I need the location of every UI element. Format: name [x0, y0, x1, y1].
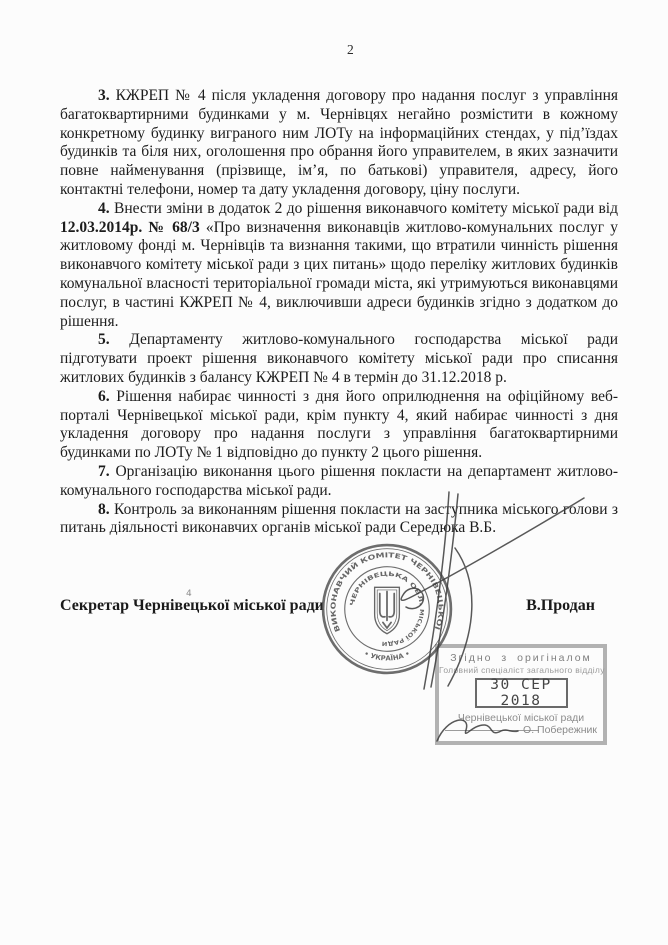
tryzub-emblem	[375, 587, 400, 633]
paragraph-number: 5.	[98, 331, 130, 349]
stamp-signer-name: О. Побережник	[523, 724, 597, 736]
paragraph	[60, 388, 618, 463]
paragraph-number: 7.	[98, 462, 116, 480]
paragraph	[60, 200, 618, 332]
date-stamp: 30 СЕР 2018	[475, 678, 568, 708]
signatory-title: Секретар Чернівецької міської ради	[60, 597, 324, 614]
paragraph-text: Департаменту житлово-комунального господарства міської ради підготувати проект рішення виконавчого комітету міської ради про списання житлових будинків з балансу КЖРЕП № 4 в термін до 31.12.2018 р.	[60, 331, 618, 386]
paragraph-text: «Про визначення виконавців житлово-комунальних послуг у житловому фонді м. Чернівців та визнання такими, що втратили чинність рішення виконавчого комітету міської ради з цих питань» щодо переліку житлових будинків комунальної власності територіальної громади міста, які утримуються виконавцями послуг, в частині КЖРЕП № 4, виключивши адреси будинків згідно з додатком до рішення.	[60, 218, 618, 330]
certification-stamp	[435, 644, 607, 745]
paragraph	[60, 501, 618, 539]
document-body	[60, 87, 618, 538]
paragraph-text: Рішення набирає чинності з дня його оприлюднення на офіційному веб-порталі Чернівецької міської ради, крім пункту 4, який набирає чинності з дня укладення договору про надання послуги з управління багатоквартирними будинками по ЛОТу № 1 відповідно до пункту 2 цього рішення.	[60, 387, 619, 462]
paragraph	[60, 463, 618, 501]
page-number: 2	[347, 42, 354, 57]
stray-pen-mark: 4	[186, 589, 192, 599]
stamp-organization: Чернівецької міської ради	[457, 712, 585, 724]
paragraph-number: 6.	[98, 387, 117, 405]
paragraph-number: 8.	[98, 500, 114, 518]
stamp-position: Головний спеціаліст загального відділу	[439, 665, 605, 675]
seal-inner-top-text: ЧЕРНІВЕЦЬКА ОБЛ.	[349, 570, 425, 607]
paragraph	[60, 87, 618, 200]
paragraph-number: 3.	[98, 87, 116, 104]
seal-inner-right-text: МІСЬКОЇ РАДИ	[382, 608, 425, 647]
seal-outer-bottom-text: • УКРАЇНА •	[362, 649, 412, 663]
paragraph	[60, 331, 618, 387]
official-round-seal	[320, 542, 454, 676]
stamp-title: Згідно з оригіналом	[450, 652, 592, 664]
paragraph-text: КЖРЕП № 4 після укладення договору про надання послуг з управління багатоквартирними будинками у м. Чернівцях негайно розмістити в кожному конкретному будинку виграного ним ЛОТу на інформаційних стендах, у під’їздах будинків та біля них, оголошення про обрання його управителем, в яких зазначити повне найменування (прізвище, ім’я, по батькові) управителя, адресу, його контактні телефони, номер та дату укладення договору, ціну послуги.	[60, 87, 618, 198]
paragraph-list	[60, 87, 618, 538]
paragraph-text: Організацію виконання цього рішення покласти на департамент житлово-комунального господарства міської ради.	[60, 462, 618, 499]
paragraph-text-bold: 12.03.2014р. № 68/3	[60, 218, 200, 236]
paragraph-text: Внести зміни в додаток 2 до рішення виконавчого комітету міської ради від	[114, 199, 618, 217]
signatory-name: В.Продан	[526, 597, 595, 614]
paragraph-text: Контроль за виконанням рішення покласти на заступника міського голови з питань діяльності виконавчих органів міської ради Середюка В.Б.	[60, 500, 618, 537]
paragraph-number: 4.	[98, 199, 114, 217]
seal-outer-top-text: ВИКОНАВЧИЙ КОМІТЕТ ЧЕРНІВЕЦЬКОЇ	[329, 551, 445, 634]
